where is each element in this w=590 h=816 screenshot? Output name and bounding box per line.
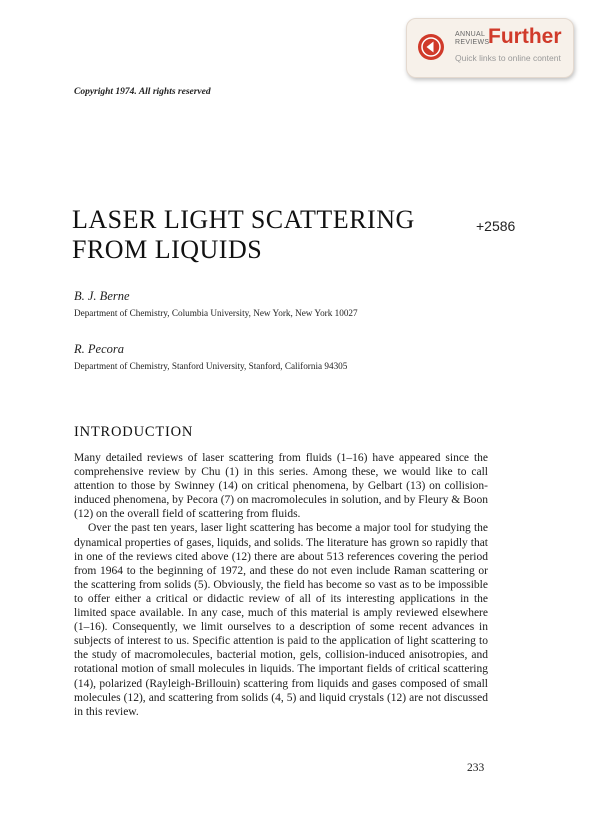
back-arrow-icon [417,33,445,61]
section-heading-introduction: INTRODUCTION [74,424,194,440]
author-affiliation: Department of Chemistry, Columbia University, New York, New York 10027 [74,308,358,318]
quick-links-label: Quick links to online content [455,53,561,63]
further-label: Further [488,25,562,48]
paragraph: Over the past ten years, laser light scattering has become a major tool for studying the dynamical properties of gases, liquids, and solids. The literature has grown so rapidly that in one of the reviews cited above (12) there are about 513 references covering the period from 1964 to the beginning of 1972, and these do not even include Raman scattering or the scattering from solids (5). Obviously, the field has become so vast as to be impossible to offer either a critical or didactic review of all of its interesting applications in the limited space available. In any case, much of this material is amply reviewed elsewhere (1–16). Consequently, we limit ourselves to a description of some recent advances in subjects of interest to us. Specific attention is paid to the application of light scattering to the study of macromolecules, bacterial motion, gels, collision-induced anisotropies, and rotational motion of small molecules in liquids. The important fields of critical scattering (14), polarized (Rayleigh-Brillouin) scattering from liquids and gases composed of small molecules (12), and scattering from solids (4, 5) and liquid crystals (12) are not discussed in this review. [74,522,488,718]
article-code: +2586 [476,218,516,234]
annual-reviews-further-badge[interactable] [406,18,574,78]
page-number: 233 [467,762,485,774]
author-name: R. Pecora [74,342,124,356]
article-title [72,205,452,265]
copyright-notice: Copyright 1974. All rights reserved [74,87,211,97]
author-name: B. J. Berne [74,289,130,303]
author-affiliation: Department of Chemistry, Stanford University, Stanford, California 94305 [74,361,348,371]
paragraph: Many detailed reviews of laser scattering from fluids (1–16) have appeared since the comprehensive review by Chu (1) in this series. Among these, we would like to call attention to those by Swinney (14) on critical phenomena, by Gelbart (13) on collision-induced phenomena, by Pecora (7) on macromolecules in solution, and by Fleury & Boon (12) on the overall field of scattering from fluids. [74,452,488,521]
introduction-body [74,451,488,719]
title-line-1: LASER LIGHT SCATTERING [72,205,415,234]
annual-reviews-logo-text: ANNUAL REVIEWS [455,31,490,46]
title-line-2: FROM LIQUIDS [72,235,263,264]
